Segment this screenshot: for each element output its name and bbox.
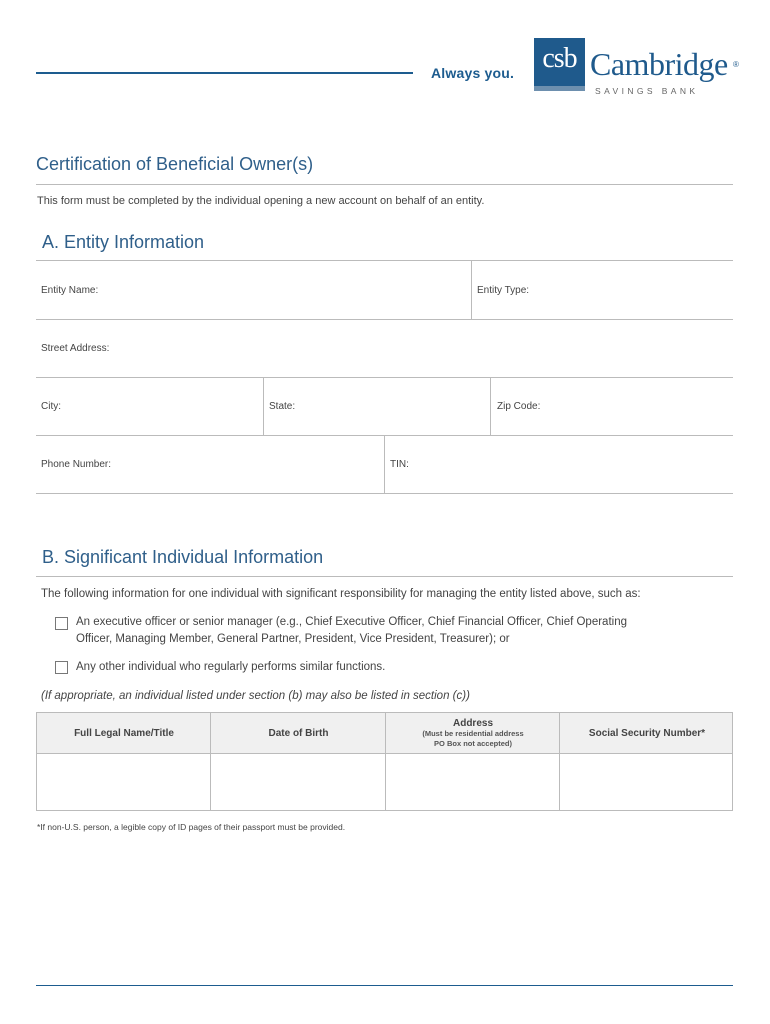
tagline: Always you. — [431, 65, 515, 81]
intro-text: This form must be completed by the individual opening a new account on behalf of an entity. — [37, 195, 485, 207]
entity-name-field[interactable]: Entity Name: — [41, 285, 99, 296]
row-divider — [36, 319, 733, 320]
section-a-title: A. Entity Information — [42, 232, 205, 252]
ssn-input-cell[interactable] — [560, 754, 732, 810]
col-header-address-sub1: (Must be residential address — [422, 728, 524, 738]
logo-subtitle: SAVINGS BANK — [595, 86, 699, 96]
col-header-name — [37, 713, 211, 753]
col-header-dob-label: Date of Birth — [268, 727, 329, 739]
divider — [471, 261, 472, 319]
city-field[interactable]: City: — [41, 401, 61, 412]
name-input-cell[interactable] — [37, 754, 210, 810]
state-field[interactable]: State: — [269, 401, 296, 412]
dob-input-cell[interactable] — [211, 754, 385, 810]
executive-officer-label-line1: An executive officer or senior manager (e.g., Chief Executive Officer, Chief Financial Officer, Chief Operating — [76, 616, 627, 628]
other-individual-label: Any other individual who regularly performs similar functions. — [76, 661, 386, 673]
col-header-name-label: Full Legal Name/Title — [74, 727, 174, 739]
col-header-address — [386, 713, 560, 753]
address-input-cell[interactable] — [386, 754, 559, 810]
divider — [490, 378, 491, 436]
row-divider — [36, 377, 733, 378]
logo-name: Cambridge — [590, 46, 728, 82]
tin-field[interactable]: TIN: — [390, 459, 409, 470]
logo-registered: ® — [733, 60, 739, 69]
divider — [384, 436, 385, 494]
col-header-ssn — [560, 713, 734, 753]
logo-mark — [534, 38, 585, 91]
section-a-rule-top — [36, 260, 733, 261]
col-header-address-sub2: PO Box not accepted) — [434, 738, 512, 748]
col-header-address-label: Address — [452, 717, 493, 729]
section-b-rule — [36, 576, 733, 577]
street-address-field[interactable]: Street Address: — [41, 343, 110, 354]
executive-officer-label-line2: Officer, Managing Member, General Partner, President, Vice President, Treasurer); or — [76, 633, 510, 645]
divider — [263, 378, 264, 436]
phone-field[interactable]: Phone Number: — [41, 459, 112, 470]
col-header-ssn-label: Social Security Number* — [588, 727, 706, 739]
title-divider — [36, 184, 733, 185]
section-b-title: B. Significant Individual Information — [42, 547, 324, 567]
page-title: Certification of Beneficial Owner(s) — [36, 154, 314, 174]
executive-officer-checkbox[interactable] — [55, 617, 68, 630]
significant-individual-table — [36, 712, 733, 811]
section-b-note: (If appropriate, an individual listed under section (b) may also be listed in section (c)) — [41, 690, 470, 702]
zip-field[interactable]: Zip Code: — [497, 401, 541, 412]
other-individual-checkbox[interactable] — [55, 661, 68, 674]
footer-rule — [36, 985, 733, 986]
col-header-dob — [211, 713, 386, 753]
logo-mark-bar — [534, 86, 585, 91]
passport-footnote: *If non-U.S. person, a legible copy of ID pages of their passport must be provided. — [37, 822, 346, 832]
logo-mark-text: csb — [542, 43, 577, 74]
entity-type-field[interactable]: Entity Type: — [477, 285, 530, 296]
row-divider — [36, 493, 733, 494]
section-b-intro: The following information for one individual with significant responsibility for managing the entity listed above, such as: — [41, 588, 641, 600]
header-rule — [36, 72, 413, 74]
